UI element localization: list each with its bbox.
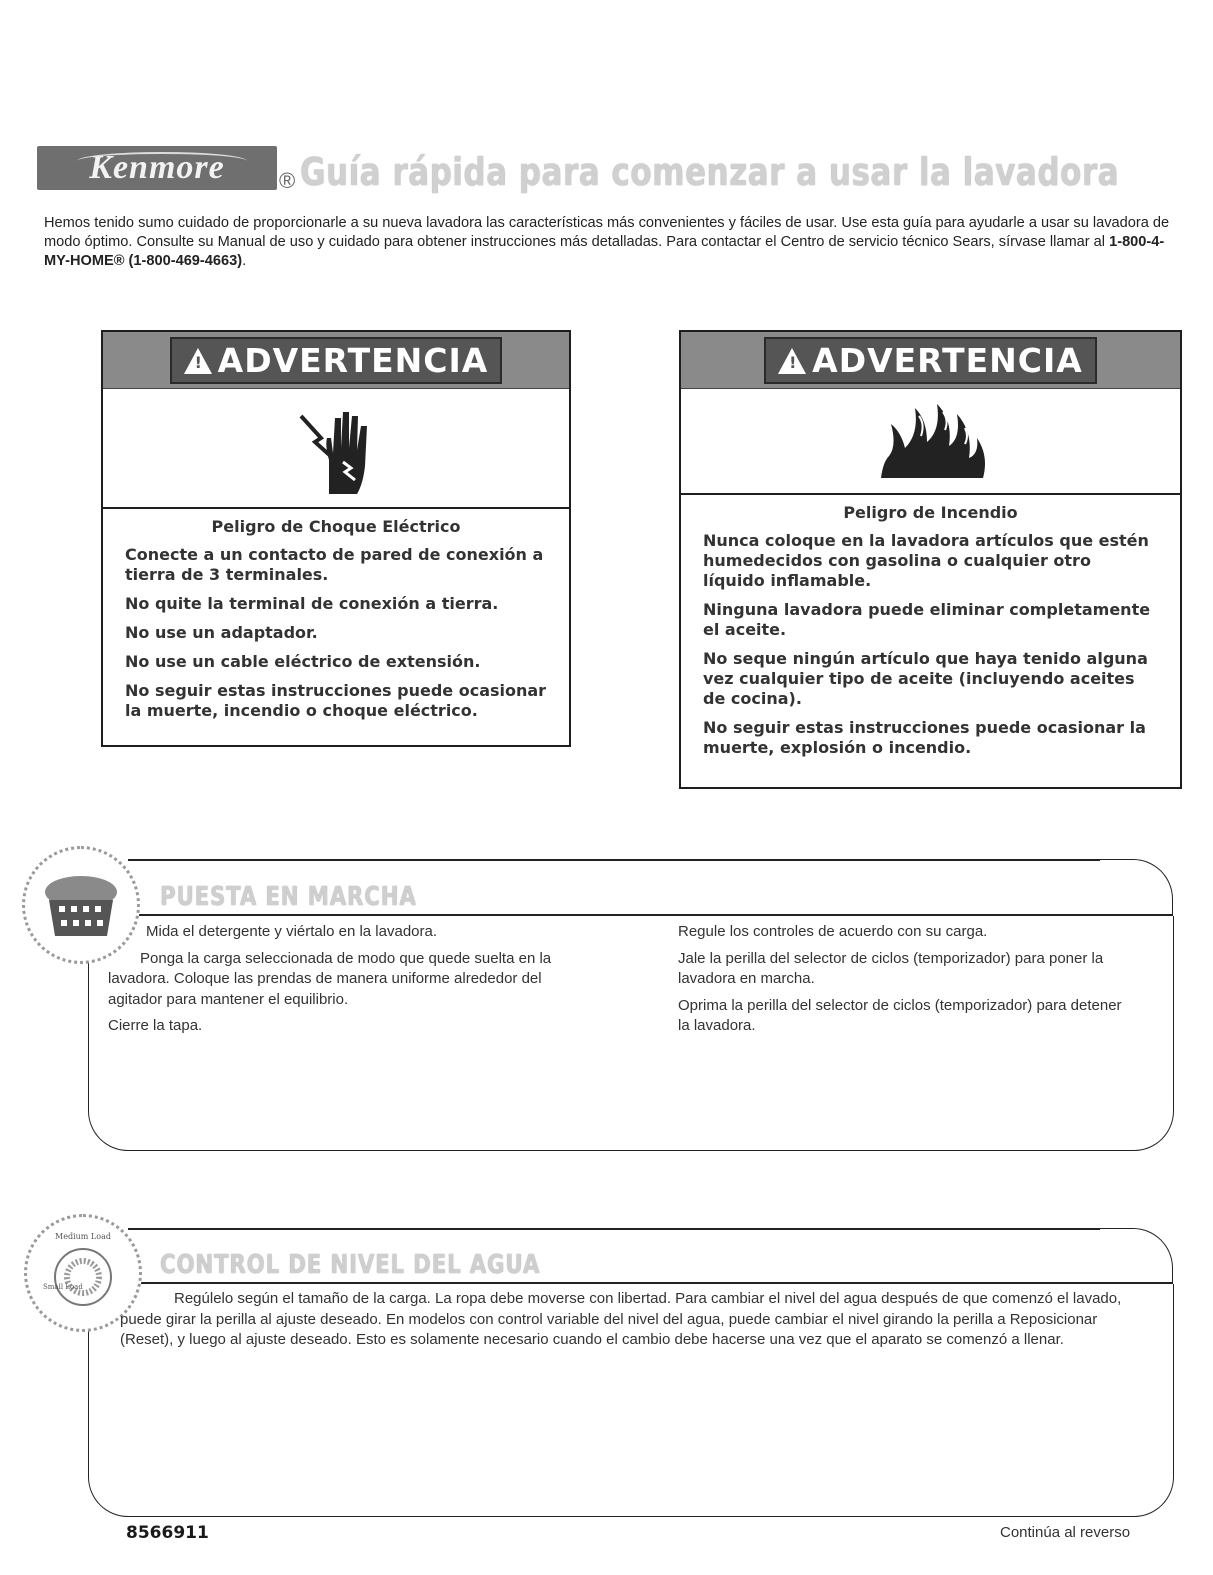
dial-label-medium: Medium Load <box>55 1232 111 1241</box>
logo-text: Kenmore <box>89 149 225 186</box>
warning-line: No seguir estas instrucciones puede ocasionar la muerte, incendio o choque eléctrico. <box>125 681 547 720</box>
warning-banner <box>681 332 1180 389</box>
startup-step: Regule los controles de acuerdo con su carga. <box>678 923 988 940</box>
warning-line: No seguir estas instrucciones puede ocasionar la muerte, explosión o incendio. <box>703 718 1146 757</box>
logo-registered-dot: ® <box>279 168 296 193</box>
part-number: 8566911 <box>126 1523 209 1543</box>
service-phone: 1-800-4-MY-HOME® (1-800-469-4663) <box>44 234 1165 269</box>
continue-note: Continúa al reverso <box>1000 1524 1131 1541</box>
electric-shock-hand-icon <box>103 389 569 509</box>
startup-step: Mida el detergente y viértalo en la lavadora. <box>146 923 438 940</box>
warning-signal-word: ADVERTENCIA <box>812 340 1083 380</box>
section-corner <box>1100 859 1173 916</box>
warning-line: Ninguna lavadora puede eliminar completamente el aceite. <box>703 600 1151 639</box>
startup-step: Jale la perilla del selector de ciclos (temporizador) para poner la lavadora en marcha. <box>678 949 1104 987</box>
alert-triangle-icon <box>778 348 806 374</box>
section-top-line <box>128 1228 1100 1230</box>
hazard-title: Peligro de Incendio <box>843 503 1018 522</box>
startup-step: Oprima la perilla del selector de ciclos (temporizador) para detener la lavadora. <box>678 996 1122 1034</box>
intro-text: Hemos tenido sumo cuidado de proporcionarle a su nueva lavadora las características más convenientes y fáciles de usar. Use esta guía para ayudarle a usar su lavadora de modo óptimo. Consulte su Manual de uso y cuidado para obtener instrucciones más detalladas. Para contactar el Centro de servicio técnico Sears, sírvase llamar al <box>44 215 1170 250</box>
warning-signal-word: ADVERTENCIA <box>217 340 489 380</box>
startup-step: Cierre la tapa. <box>108 1017 203 1034</box>
startup-right-column <box>678 922 1123 1043</box>
section-heading: PUESTA EN MARCHA <box>160 882 417 912</box>
alert-triangle-icon <box>184 348 212 374</box>
kenmore-logo <box>37 146 277 190</box>
section-top-line <box>128 859 1100 861</box>
warning-line: No use un adaptador. <box>125 623 318 642</box>
warning-line: No quite la terminal de conexión a tierra. <box>125 594 499 613</box>
warning-body <box>103 509 569 740</box>
warning-fire <box>679 330 1182 789</box>
warning-line: Nunca coloque en la lavadora artículos que estén humedecidos con gasolina o cualquier otro líquido inflamable. <box>703 531 1149 590</box>
section-heading: CONTROL DE NIVEL DEL AGUA <box>160 1250 541 1280</box>
warning-line: No use un cable eléctrico de extensión. <box>125 652 481 671</box>
warning-line: No seque ningún artículo que haya tenido alguna vez cualquier tipo de aceite (incluyendo aceites de cocina). <box>703 649 1148 708</box>
startup-step: Ponga la carga seleccionada de modo que quede suelta en la lavadora. Coloque las prendas de manera uniforme alrededor del agitador para mantener el equilibrio. <box>108 949 552 1008</box>
warning-line: Conecte a un contacto de pared de conexión a tierra de 3 terminales. <box>125 545 544 584</box>
intro-end: . <box>242 253 247 269</box>
page-title: Guía rápida para comenzar a usar la lavadora <box>300 150 1120 194</box>
water-level-text: Regúlelo según el tamaño de la carga. La ropa debe moverse con libertad. Para cambiar el nivel del agua después de que comenzó el lavado, puede girar la perilla al ajuste deseado. En modelos con control variable del nivel del agua, puede cambiar el nivel girando la perilla a Reposicionar (Reset), y luego al ajuste deseado. Esto es solamente necesario cuando el cambio debe hacerse una vez que el aparato se comenzó a llenar. <box>120 1290 1122 1348</box>
warning-banner <box>103 332 569 389</box>
warning-electric-shock <box>101 330 571 747</box>
fire-flames-icon <box>681 389 1180 495</box>
logo-swoosh <box>77 152 247 170</box>
dial-label-small: Small Load <box>43 1283 83 1291</box>
intro-paragraph <box>44 214 1184 271</box>
section-corner <box>1100 1228 1173 1284</box>
warning-body <box>681 495 1180 777</box>
hazard-title: Peligro de Choque Eléctrico <box>211 517 461 536</box>
startup-left-column <box>108 922 588 1043</box>
